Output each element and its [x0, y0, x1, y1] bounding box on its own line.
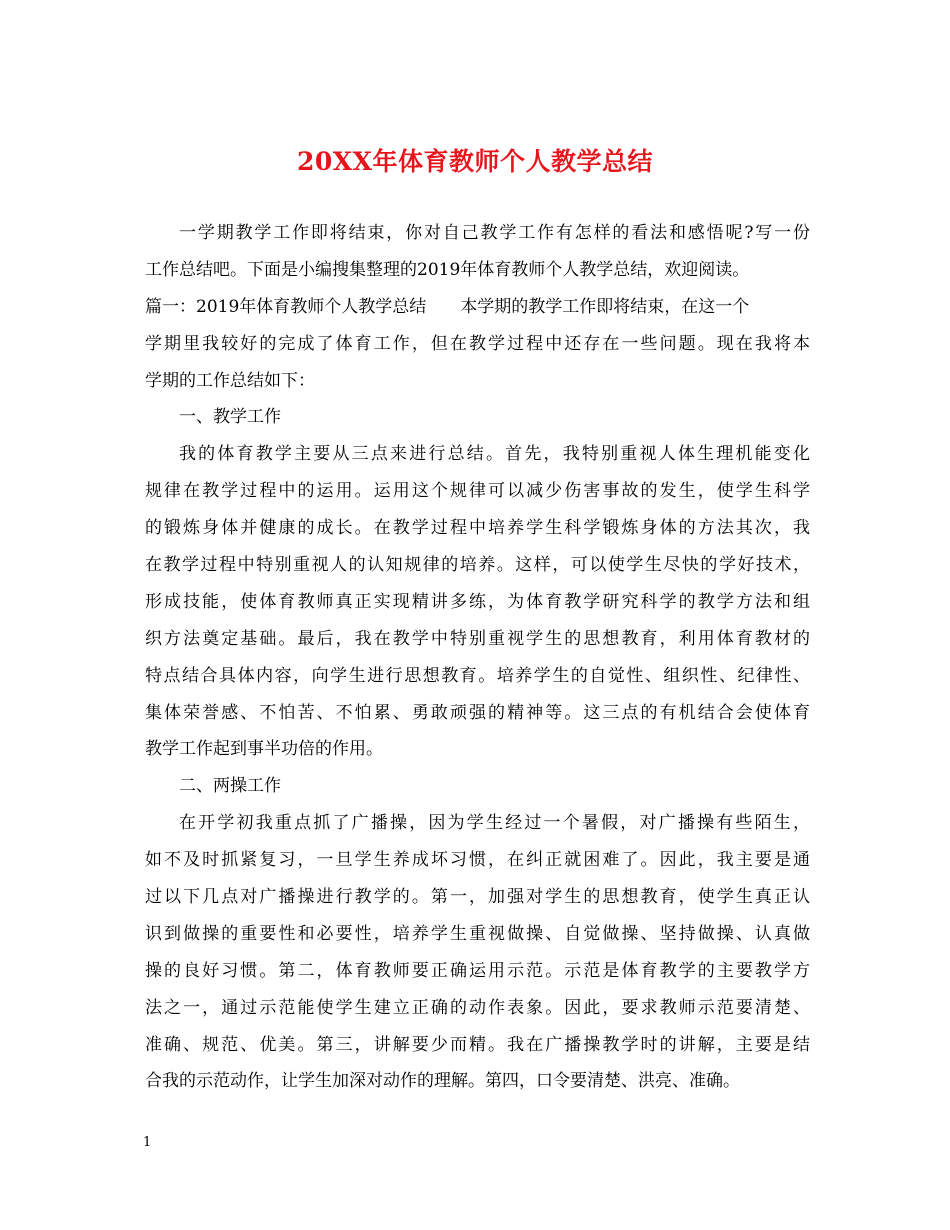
- text-line: 的锻炼身体并健康的成长。在教学过程中培养学生科学锻炼身体的方法其次，我: [145, 518, 810, 539]
- text-line: 一、教学工作: [179, 407, 281, 428]
- text-line: 集体荣誉感、不怕苦、不怕累、勇敢顽强的精神等。这三点的有机结合会使体育: [145, 702, 810, 723]
- document-title: 20XX年体育教师个人教学总结: [296, 147, 654, 176]
- text-line: 工作总结吧。下面是小编搜集整理的2019年体育教师个人教学总结，欢迎阅读。: [145, 259, 750, 280]
- text-line: 操的良好习惯。第二，体育教师要正确运用示范。示范是体育教学的主要教学方: [145, 960, 810, 981]
- text-line: 法之一，通过示范能使学生建立正确的动作表象。因此，要求教师示范要清楚、: [145, 997, 810, 1018]
- text-line: 二、两操工作: [179, 776, 281, 797]
- text-line: 合我的示范动作，让学生加深对动作的理解。第四，口令要清楚、洪亮、准确。: [145, 1071, 740, 1092]
- text-line: 在教学过程中特别重视人的认知规律的培养。这样，可以使学生尽快的学好技术，: [145, 555, 810, 576]
- text-line: 在开学初我重点抓了广播操，因为学生经过一个暑假，对广播操有些陌生，: [179, 813, 810, 834]
- text-line: 教学工作起到事半功倍的作用。: [145, 739, 383, 760]
- text-line: 准确、规范、优美。第三，讲解要少而精。我在广播操教学时的讲解，主要是结: [145, 1034, 810, 1055]
- text-line: 形成技能，使体育教师真正实现精讲多练，为体育教学研究科学的教学方法和组: [145, 591, 810, 612]
- text-line: 特点结合具体内容，向学生进行思想教育。培养学生的自觉性、组织性、纪律性、: [145, 665, 810, 686]
- text-line: 我的体育教学主要从三点来进行总结。首先，我特别重视人体生理机能变化: [179, 444, 810, 465]
- text-line: 识到做操的重要性和必要性，培养学生重视做操、自觉做操、坚持做操、认真做: [145, 923, 810, 944]
- text-line: 规律在教学过程中的运用。运用这个规律可以减少伤害事故的发生，使学生科学: [145, 481, 810, 502]
- text-line: 过以下几点对广播操进行教学的。第一，加强对学生的思想教育，使学生真正认: [145, 887, 810, 908]
- text-line: 织方法奠定基础。最后，我在教学中特别重视学生的思想教育，利用体育教材的: [145, 628, 810, 649]
- text-line: 如不及时抓紧复习，一旦学生养成坏习惯，在纠正就困难了。因此，我主要是通: [145, 850, 810, 871]
- text-line: 学期的工作总结如下：: [145, 370, 315, 391]
- text-line: 一学期教学工作即将结束，你对自己教学工作有怎样的看法和感悟呢?写一份: [179, 223, 810, 243]
- text-line: 学期里我较好的完成了体育工作，但在教学过程中还存在一些问题。现在我将本: [145, 333, 810, 354]
- document-body: [145, 215, 810, 1100]
- page-number: 1: [143, 1135, 152, 1150]
- text-line: 篇一：2019年体育教师个人教学总结 本学期的教学工作即将结束，在这一个: [145, 296, 750, 317]
